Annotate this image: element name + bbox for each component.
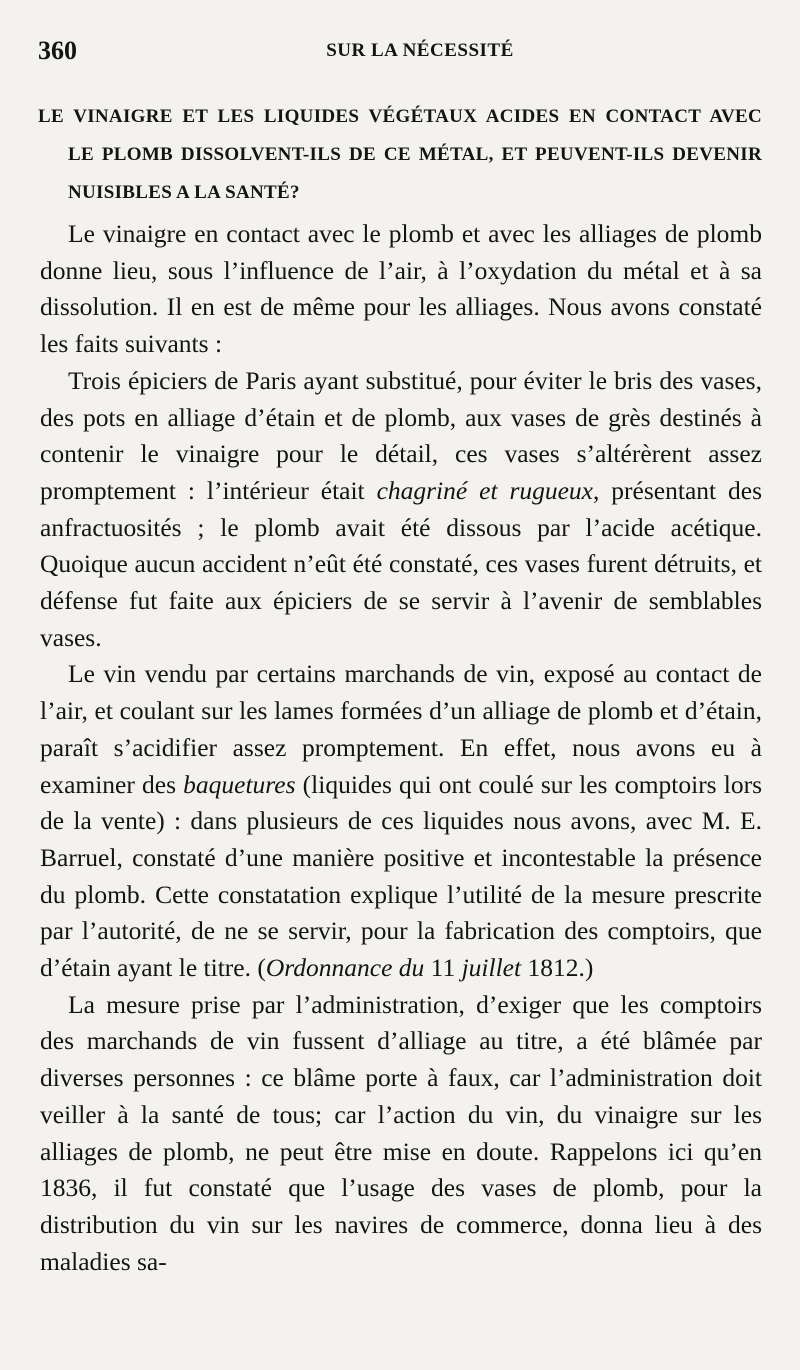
page-number: 360 xyxy=(38,36,77,65)
paragraph-2-text-a: Trois épiciers de Paris ayant substitué, pour éviter le bris des vases, des pots en alliage d’étain et de plomb, aux vases de grès destinés à contenir le vinaigre pour le détail, ces vases s’altérèrent assez promptement : l’intérieur était xyxy=(40,365,762,505)
body-text xyxy=(40,216,762,1280)
page-header xyxy=(38,36,762,66)
paragraph-3-text-b: (liquides qui ont coulé sur les comptoirs lors de la vente) : dans plusieurs de ces liquides nous avons, avec M. E. Barruel, constaté d’une manière positive et incontestable la présence du plomb. Cette constatation explique l’utilité de la mesure prescrite par l’autorité, de ne se servir, pour la fabrication des comptoirs, que d’étain ayant le titre. ( xyxy=(40,769,762,983)
paragraph-3-italic-baquetures: baquetures xyxy=(183,769,296,799)
paragraph-2 xyxy=(40,363,762,657)
section-title xyxy=(38,98,762,212)
section-title-line-2: LE PLOMB DISSOLVENT-ILS DE CE MÉTAL, ET PEUVENT-ILS DEVENIR xyxy=(68,144,762,165)
paragraph-3-italic-ordonnance: Ordonnance du xyxy=(265,953,425,983)
paragraph-3-text-d: 1812.) xyxy=(521,953,594,983)
paragraph-4: La mesure prise par l’administration, d’exiger que les comptoirs des marchands de vin fussent d’alliage au titre, a été blâmée par diverses personnes : ce blâme porte à faux, car l’administration doit veiller à la santé de tous; car l’action du vin, du vinaigre sur les alliages de plomb, ne peut être mise en doute. Rappelons ici qu’en 1836, il fut constaté que l’usage des vases de plomb, pour la distribution du vin sur les navires de commerce, donna lieu à des maladies sa- xyxy=(40,989,762,1276)
paragraph-2-italic: chagriné et rugueux xyxy=(376,475,594,505)
paragraph-3 xyxy=(40,656,762,986)
section-title-line-3: NUISIBLES A LA SANTÉ? xyxy=(68,182,300,203)
section-title-line-1: LE VINAIGRE ET LES LIQUIDES VÉGÉTAUX ACIDES EN CONTACT AVEC xyxy=(38,106,762,127)
paragraph-2-text-b: , présentant des anfractuosités ; le plomb avait été dissous par l’acide acétique. Quoique aucun accident n’eût été constaté, ces vases furent détruits, et défense fut faite aux épiciers de se servir à l’avenir de semblables vases. xyxy=(40,475,763,652)
paragraph-3-text-c: 11 xyxy=(424,953,462,983)
running-head: SUR LA NÉCESSITÉ xyxy=(326,40,514,61)
paragraph-3-text-a: Le vin vendu par certains marchands de vin, exposé au contact de l’air, et coulant sur les lames formées d’un alliage de plomb et d’étain, paraît s’acidifier assez promptement. En effet, nous avons eu à examiner des xyxy=(40,659,762,799)
paragraph-1: Le vinaigre en contact avec le plomb et avec les alliages de plomb donne lieu, sous l’influence de l’air, à l’oxydation du métal et à sa dissolution. Il en est de même pour les alliages. Nous avons constaté les faits suivants : xyxy=(40,219,762,359)
paragraph-3-italic-juillet: juillet xyxy=(461,953,522,983)
